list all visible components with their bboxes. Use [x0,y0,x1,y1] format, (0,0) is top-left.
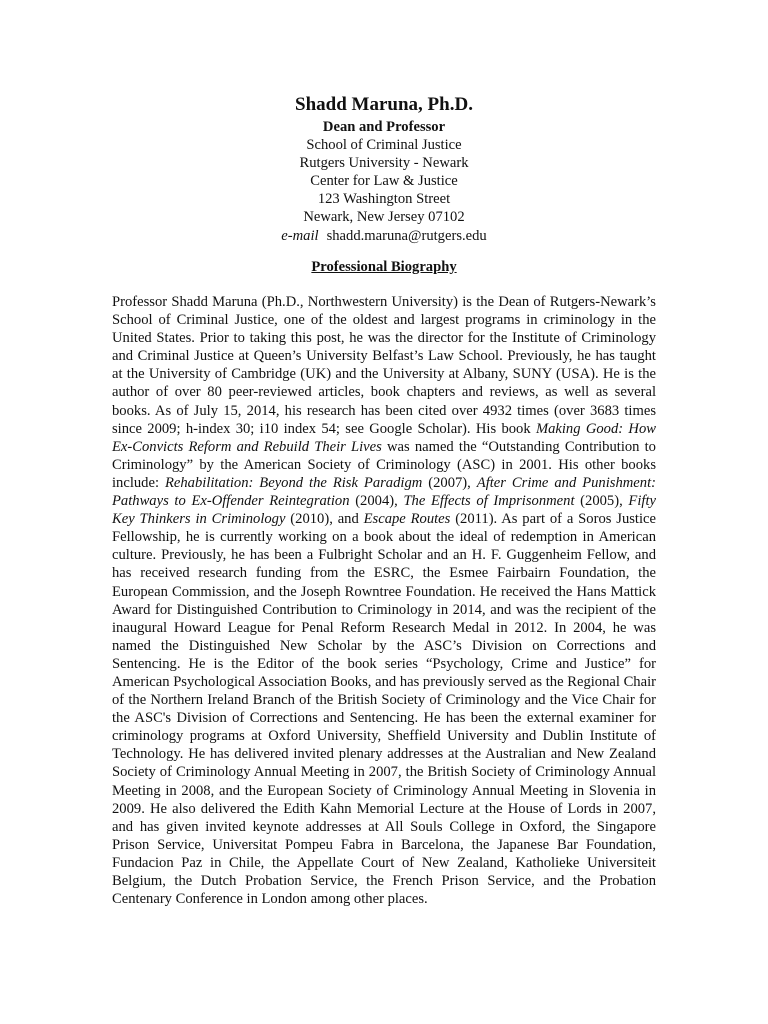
address-line: Newark, New Jersey 07102 [303,209,465,226]
bio-text: Professor Shadd Maruna (Ph.D., Northwestern University) is the Dean of Rutgers-Newark’s School of Criminal Justice, one of the oldest and largest programs in criminology in the United States. Prior to taking this post, he was the director for the Institute of Criminology and Criminal Justice at Queen’s University Belfast’s Law School. Previously, he has taught at the University of Cambridge (UK) and the University at Albany, SUNY (USA). He is the author of over 80 peer-reviewed articles, book chapters and reviews, as well as several books. As of July 15, 2014, his research has been cited over 4932 times (over 3683 times since 2009; h-index 30; i10 index 54; see Google Scholar). His book [112,294,656,437]
bio-text: (2010), and [285,511,364,528]
book-title: Escape Routes [363,511,451,528]
book-title: After Crime and Punishment: Pathways to Ex-Offender Reintegration [112,474,656,510]
bio-text: (2007), [422,474,477,491]
email-row [0,227,768,245]
book-title: Making Good: How Ex-Convicts Reform and Rebuild Their Lives [112,420,656,455]
contact-header [0,92,768,245]
address-line: School of Criminal Justice [306,137,462,154]
book-title: Fifty Key Thinkers in Criminology [112,493,656,528]
bio-text: was named the “Outstanding Contribution to Criminology” by the American Society of Criminology (ASC) in 2001. His other books include: [112,438,656,491]
email-label: e-mail [281,227,319,244]
bio-text: (2011). As part of a Soros Justice Fellowship, he is currently working on a book about the ideal of redemption in American culture. Previously, he has been a Fulbright Scholar and an H. F. Guggenheim Fellow, and has received research funding from the ESRC, the Esmee Fairbairn Foundation, the European Commission, and the Joseph Rowntree Foundation. He received the Hans Mattick Award for Distinguished Contribution to Criminology in 2014, and was the recipient of the inaugural Howard League for Penal Reform Research Medal in 2012. In 2004, he was named the Distinguished New Scholar by the ASC’s Division on Corrections and Sentencing. He is the Editor of the book series “Psychology, Crime and Justice” for American Psychological Association Books, and has previously served as the Regional Chair of the Northern Ireland Branch of the British Society of Criminology and the Vice Chair for the ASC's Division of Corrections and Sentencing. He has been the external examiner for criminology programs at Oxford University, Sheffield University and Dublin Institute of Technology. He has delivered invited plenary addresses at the Australian and New Zealand Society of Criminology Annual Meeting in 2007, the British Society of Criminology Annual Meeting in 2008, and the European Society of Criminology Annual Meeting in Slovenia in 2009. He also delivered the Edith Kahn Memorial Lecture at the House of Lords in 2007, and has given invited keynote addresses at All Souls College in Oxford, the Singapore Prison Service, Universitat Pompeu Fabra in Barcelona, the Japanese Bar Foundation, Fundacion Paz in Chile, the Appellate Court of New Zealand, Katholieke Universiteit Belgium, the Dutch Probation Service, the French Prison Service, and the Probation Centenary Conference in London among other places. [112,511,656,908]
email-address: shadd.maruna@rutgers.edu [326,227,487,244]
bio-text: (2004), [349,493,404,510]
address-line: 123 Washington Street [317,191,451,208]
address-line: Rutgers University - Newark [299,155,469,172]
author-title: Dean and Professor [322,119,446,135]
section-title: Professional Biography [311,259,457,275]
address-line: Center for Law & Justice [310,173,458,190]
bio-text: (2005), [574,493,629,510]
book-title: The Effects of Imprisonment [403,493,575,510]
book-title: Rehabilitation: Beyond the Risk Paradigm [164,474,423,491]
biography-paragraph [112,293,656,908]
author-name: Shadd Maruna, Ph.D. [295,94,473,115]
